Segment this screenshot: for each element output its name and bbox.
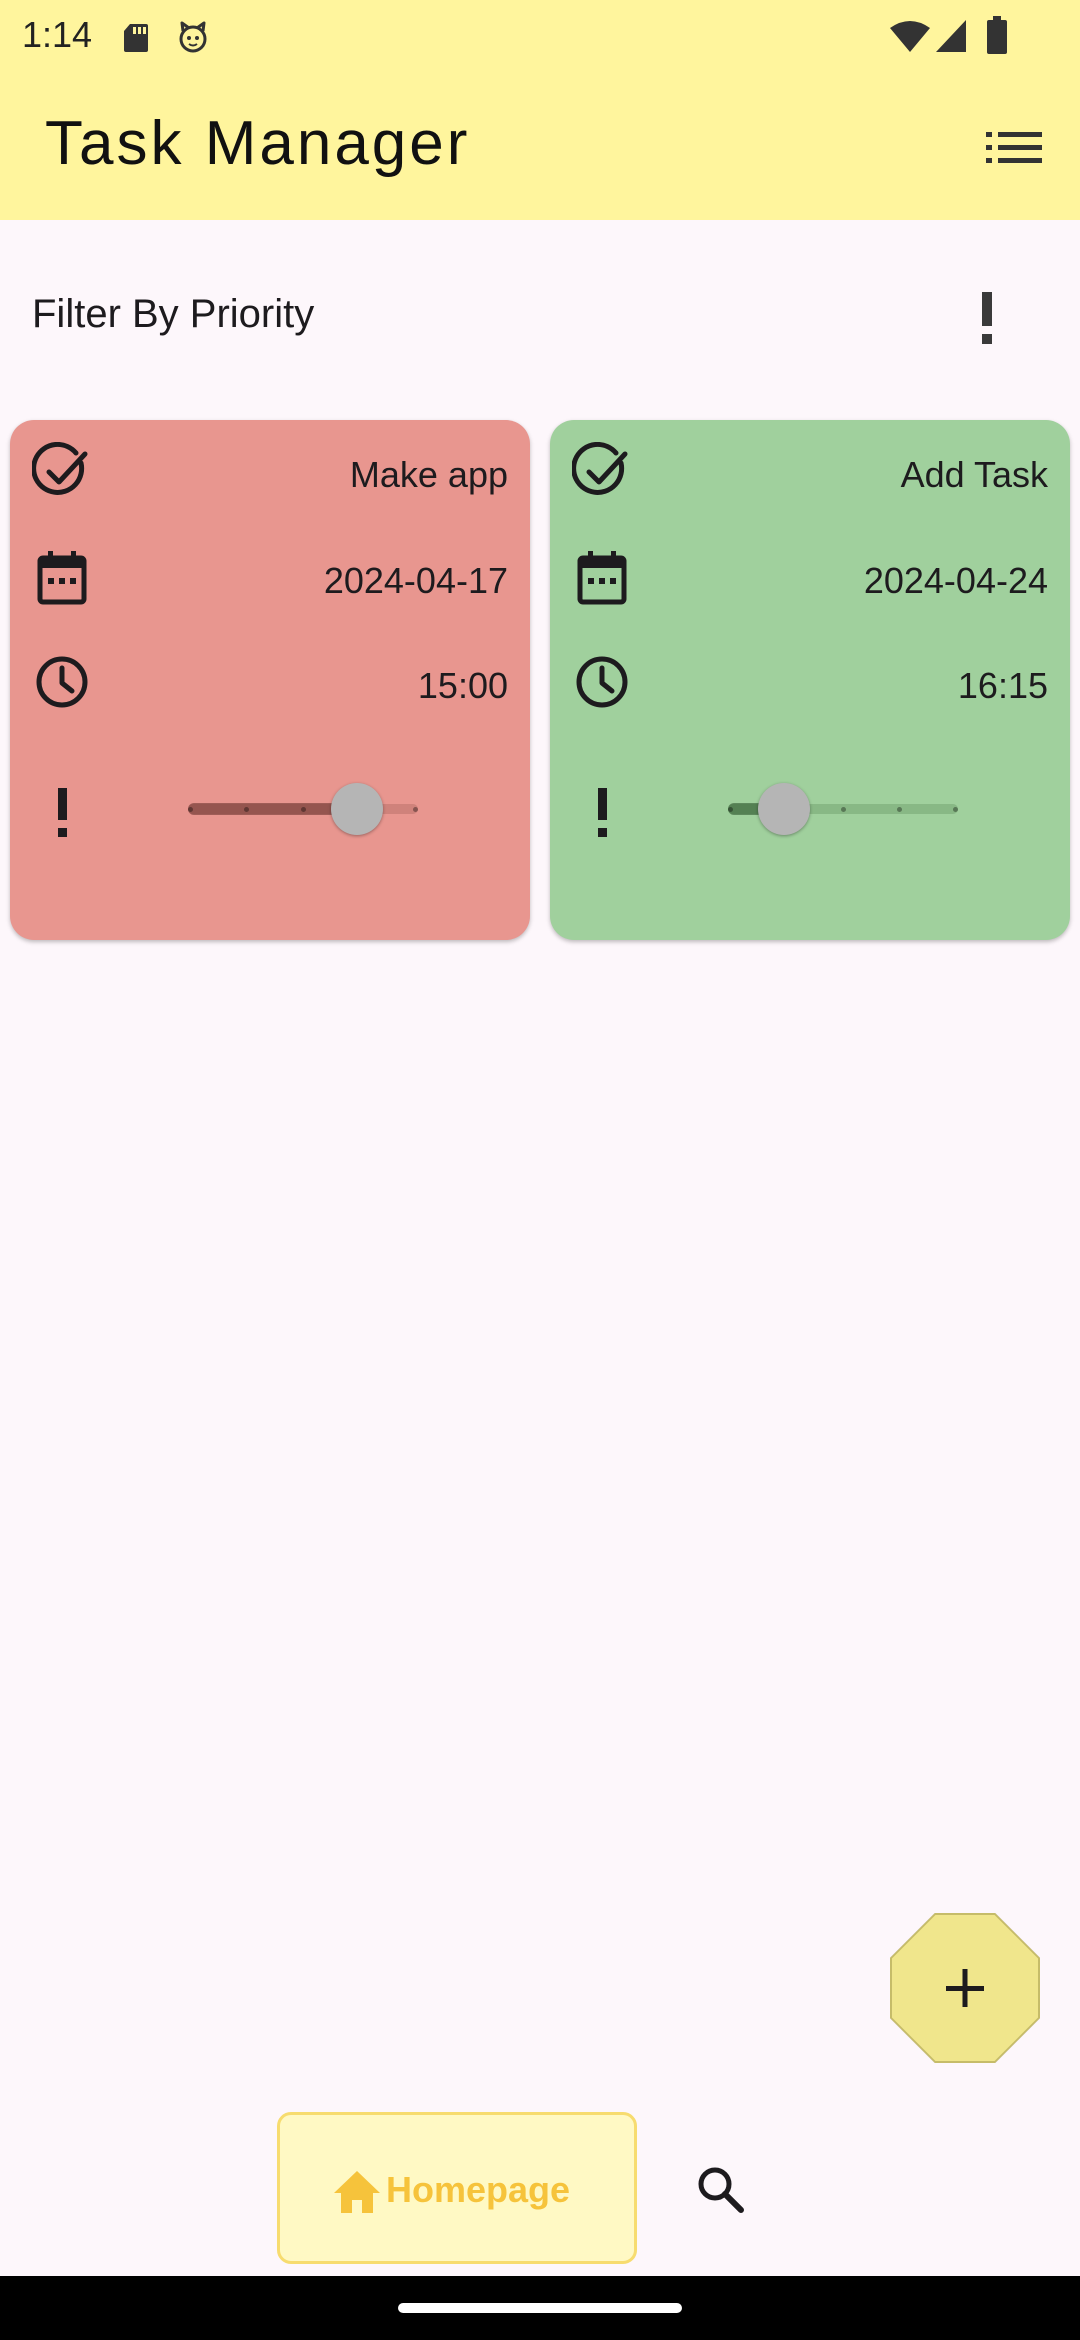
clock-icon — [572, 652, 632, 712]
task-done-icon[interactable] — [572, 442, 632, 502]
list-icon[interactable] — [986, 128, 1042, 168]
slider-tick — [897, 807, 902, 812]
task-time: 16:15 — [957, 665, 1048, 706]
signal-icon — [936, 20, 966, 52]
page-title: Task Manager — [45, 109, 471, 178]
task-card[interactable] — [10, 420, 530, 940]
slider-tick — [301, 807, 306, 812]
slider-tick — [953, 807, 958, 812]
slider-tick — [244, 807, 249, 812]
nav-homepage-label: Homepage — [386, 2169, 571, 2210]
status-bar — [0, 0, 1080, 74]
priority-icon — [32, 782, 92, 842]
slider-tick — [728, 807, 733, 812]
slider-tick — [841, 807, 846, 812]
priority-slider[interactable] — [188, 780, 448, 840]
home-icon — [332, 2169, 382, 2215]
task-name: Add Task — [900, 454, 1048, 495]
task-time: 15:00 — [417, 665, 508, 706]
add-task-button[interactable] — [890, 1913, 1040, 2063]
filter-label: Filter By Priority — [32, 292, 315, 336]
calendar-icon — [572, 548, 632, 608]
task-done-icon[interactable] — [32, 442, 92, 502]
cat-icon — [176, 20, 210, 54]
calendar-icon — [32, 548, 92, 608]
task-name: Make app — [349, 454, 508, 495]
priority-high-icon[interactable] — [972, 290, 1002, 346]
sd-card-icon — [122, 22, 150, 54]
wifi-icon — [890, 20, 930, 52]
status-time: 1:14 — [22, 14, 93, 55]
priority-icon — [572, 782, 632, 842]
gesture-handle[interactable] — [398, 2303, 682, 2313]
slider-tick — [188, 807, 193, 812]
slider-thumb[interactable] — [331, 783, 383, 835]
search-icon[interactable] — [693, 2162, 749, 2218]
slider-tick — [413, 807, 418, 812]
priority-slider[interactable] — [728, 780, 988, 840]
task-card[interactable] — [550, 420, 1070, 940]
clock-icon — [32, 652, 92, 712]
filter-row — [0, 270, 1080, 360]
nav-homepage[interactable] — [277, 2112, 637, 2264]
system-navigation-bar — [0, 2276, 1080, 2340]
app-bar — [0, 0, 1080, 220]
battery-icon — [986, 16, 1008, 54]
bottom-navigation — [0, 2100, 1080, 2276]
task-date: 2024-04-17 — [323, 560, 508, 601]
slider-thumb[interactable] — [758, 783, 810, 835]
task-date: 2024-04-24 — [863, 560, 1048, 601]
